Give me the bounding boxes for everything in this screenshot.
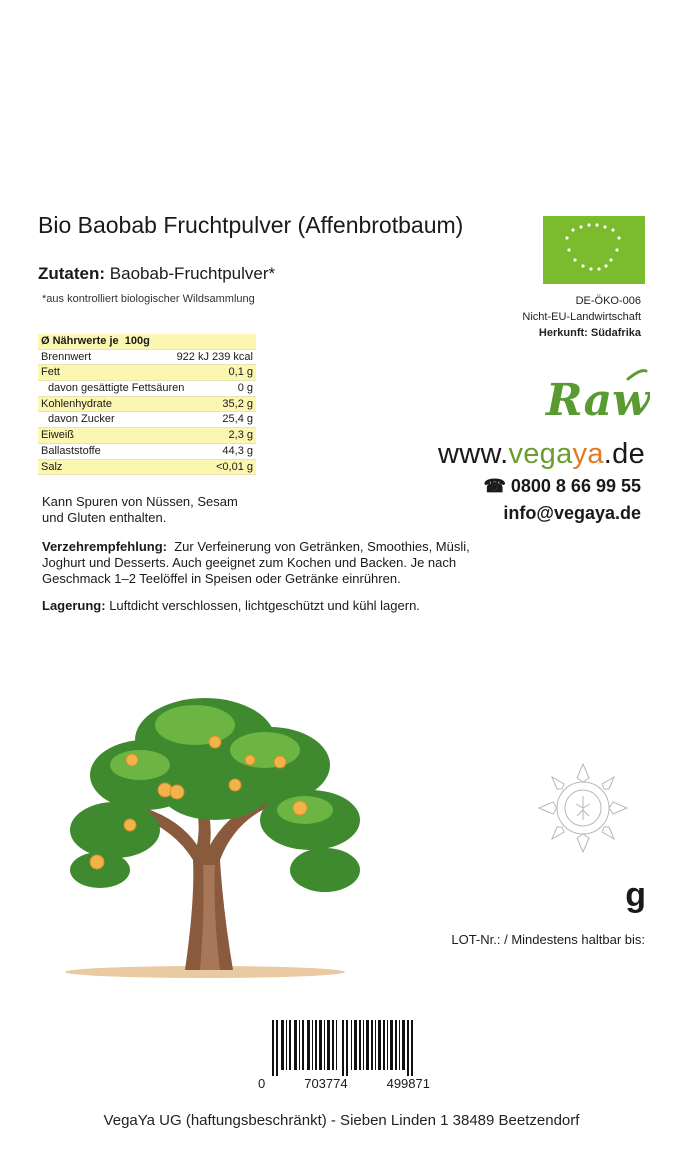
web-suffix: .de — [603, 438, 645, 470]
nutrition-label: Salz — [41, 460, 63, 473]
nutrition-value: 35,2 g — [222, 397, 253, 410]
lot-best-before: LOT-Nr.: / Mindestens haltbar bis: — [451, 932, 645, 947]
nutrition-header — [38, 334, 256, 350]
certification-info — [522, 293, 641, 341]
agriculture-origin: Nicht-EU-Landwirtschaft — [522, 311, 641, 323]
eu-leaf-icon — [543, 216, 645, 284]
nutrition-row — [38, 428, 256, 444]
nutrition-label: Brennwert — [41, 350, 92, 363]
phone-text: 0800 8 66 99 55 — [510, 476, 641, 496]
nutrition-row — [38, 350, 256, 366]
weight-unit: g — [625, 876, 646, 914]
nutrition-row — [38, 412, 256, 428]
nutrition-row — [38, 365, 256, 381]
allergen-line: Kann Spuren von Nüssen, Sesam — [42, 494, 238, 509]
mandala-icon — [533, 758, 633, 858]
nutrition-label: Fett — [41, 366, 60, 379]
product-title: Bio Baobab Fruchtpulver (Affenbrotbaum) — [38, 212, 464, 238]
nutrition-value: 2,3 g — [228, 429, 253, 442]
storage-text: Luftdicht verschlossen, lichtgeschützt und kühl lagern. — [109, 598, 420, 613]
allergen-line: und Gluten enthalten. — [42, 510, 167, 525]
usage-text: Zur Verfeinerung von Getränken, Smoothies, Müsli, Joghurt und Desserts. Auch geeignet zum Kochen und Backen. Je nach Geschmack 1–2 Teelöffel in Speisen oder Getränke einrühren. — [42, 539, 470, 586]
company-address: VegaYa UG (haftungsbeschränkt) - Sieben Linden 1 38489 Beetzendorf — [103, 1112, 580, 1129]
nutrition-value: <0,01 g — [215, 460, 253, 473]
raw-logo-text: Raw — [546, 375, 650, 423]
nutrition-row — [38, 381, 256, 397]
usage-label: Verzehrempfehlung: — [42, 539, 167, 554]
nutrition-label: Ballaststoffe — [41, 444, 101, 457]
nutrition-header-label: Ø Nährwerte je — [41, 335, 119, 347]
web-prefix: www. — [437, 438, 509, 470]
allergen-notice — [42, 494, 238, 526]
nutrition-value: 0,1 g — [228, 366, 253, 379]
ingredients-value: Baobab-Fruchtpulver* — [109, 264, 276, 283]
phone-icon: ☎ — [483, 476, 506, 496]
barcode-digit-prefix: 0 — [258, 1076, 266, 1091]
barcode-digit-left: 703774 — [304, 1076, 348, 1091]
web-ya: ya — [572, 438, 604, 470]
storage-label: Lagerung: — [42, 598, 106, 613]
nutrition-row — [38, 444, 256, 460]
website-link[interactable] — [438, 438, 645, 471]
ingredients — [38, 264, 275, 284]
raw-logo — [540, 365, 650, 423]
nutrition-label: Kohlenhydrate — [41, 397, 112, 410]
nutrition-value: 922 kJ 239 kcal — [176, 350, 253, 363]
nutrition-label: davon gesättigte Fettsäuren — [48, 382, 185, 395]
barcode-bars — [258, 1020, 430, 1076]
nutrition-label: Eiweiß — [41, 429, 75, 442]
barcode-digits — [258, 1076, 430, 1091]
email-link[interactable]: info@vegaya.de — [503, 503, 641, 523]
baobab-tree-illustration — [55, 680, 365, 980]
usage-recommendation — [42, 539, 482, 587]
nutrition-table — [38, 334, 256, 475]
nutrition-label: davon Zucker — [48, 413, 115, 426]
web-vega: vega — [508, 438, 573, 470]
storage-info — [42, 598, 420, 613]
nutrition-row — [38, 397, 256, 413]
country-origin: Herkunft: Südafrika — [538, 327, 641, 339]
nutrition-header-value: 100g — [124, 335, 150, 347]
nutrition-row — [38, 460, 256, 476]
phone-number[interactable] — [483, 476, 641, 497]
nutrition-value: 25,4 g — [222, 413, 253, 426]
barcode-digit-right: 499871 — [386, 1076, 430, 1091]
wild-collection-note: *aus kontrolliert biologischer Wildsammlung — [42, 293, 255, 305]
organic-code: DE-ÖKO-006 — [575, 295, 641, 307]
ingredients-label: Zutaten: — [38, 264, 106, 283]
nutrition-value: 44,3 g — [222, 444, 253, 457]
nutrition-value: 0 g — [237, 382, 253, 395]
eu-organic-logo — [543, 216, 645, 284]
